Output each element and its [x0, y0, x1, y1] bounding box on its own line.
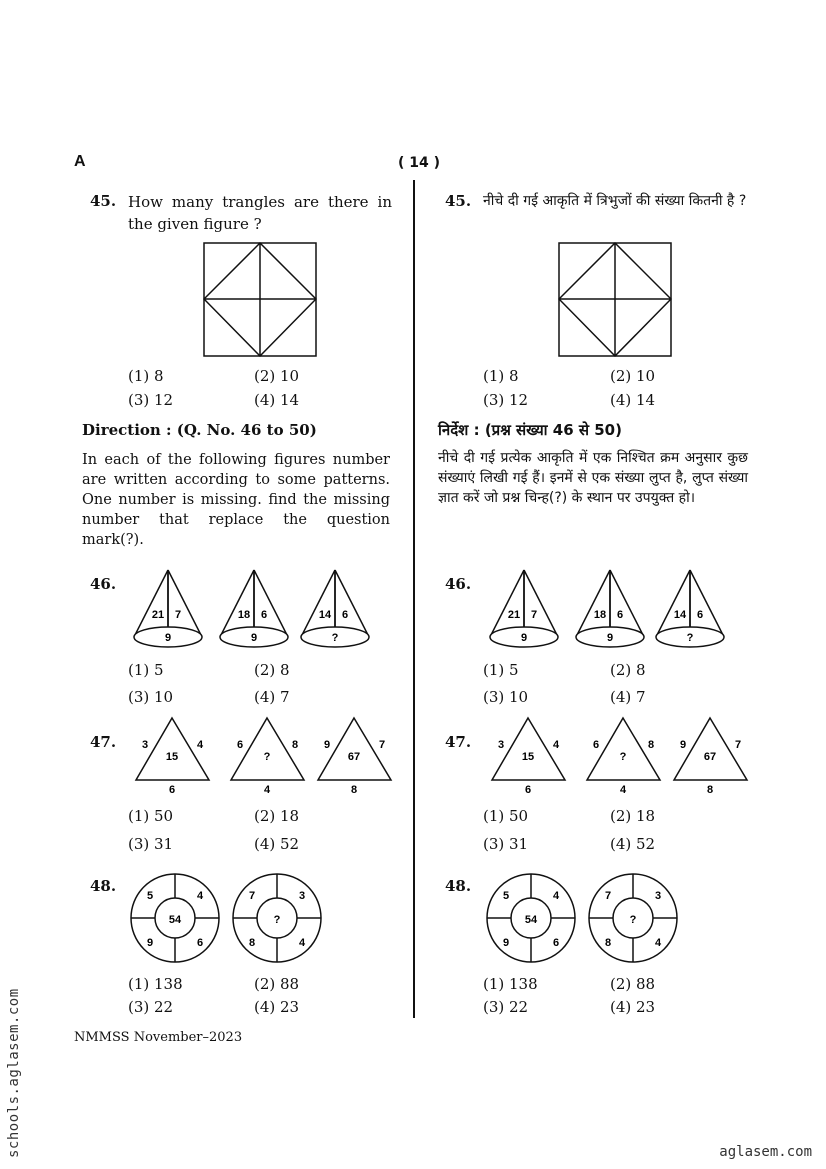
q48-circles-en [130, 873, 326, 965]
bottom-watermark: aglasem.com [719, 1144, 812, 1160]
triangle-2-center-number-hi: ? [619, 751, 627, 763]
q45-option-1-en: (1) 8 [128, 367, 164, 385]
q47-option-4-en: (4) 52 [254, 835, 300, 853]
q46-option-1-en: (1) 5 [128, 661, 164, 679]
triangle-1-bottom-number: 6 [168, 784, 176, 796]
cone-3-base-number-hi: ? [686, 632, 694, 644]
triangle-2-left-number: 6 [236, 739, 244, 751]
circle-1-bottom-right-number: 6 [196, 937, 204, 949]
triangle-3-bottom-number: 8 [350, 784, 358, 796]
circle-1-top-right-number-hi: 4 [552, 890, 560, 902]
q48-option-3-hi: (3) 22 [483, 998, 529, 1016]
cone-3-left-number: 14 [318, 609, 332, 621]
circle-1-bottom-right-number-hi: 6 [552, 937, 560, 949]
circle-2-bottom-left-number-hi: 8 [604, 937, 612, 949]
cone-1-right-number: 7 [174, 609, 182, 621]
q46-option-2-hi: (2) 8 [610, 661, 646, 679]
triangle-2-left-number-hi: 6 [592, 739, 600, 751]
q47-option-4-hi: (4) 52 [610, 835, 656, 853]
direction-title-en: Direction : (Q. No. 46 to 50) [82, 421, 317, 439]
triangle-3-left-number-hi: 9 [679, 739, 687, 751]
triangle-3-bottom-number-hi: 8 [706, 784, 714, 796]
triangle-1-right-number: 4 [196, 739, 204, 751]
circle-1-bottom-left-number-hi: 9 [502, 937, 510, 949]
q46-option-4-hi: (4) 7 [610, 688, 646, 706]
q45-question-en: How many trangles are there in the given figure ? [128, 193, 392, 233]
q45-option-3-en: (3) 12 [128, 391, 174, 409]
q48-option-1-hi: (1) 138 [483, 975, 538, 993]
q48-number-en: 48. [90, 877, 117, 895]
circle-2-top-right-number: 3 [298, 890, 306, 902]
direction-title-hi: निर्देश : (प्रश्न संख्या 46 से 50) [438, 421, 622, 439]
cone-3-right-number: 6 [341, 609, 349, 621]
q45-option-4-en: (4) 14 [254, 391, 300, 409]
q46-option-2-en: (2) 8 [254, 661, 290, 679]
circle-1-bottom-left-number: 9 [146, 937, 154, 949]
circle-2-center-number: ? [273, 914, 281, 926]
cone-1-left-number: 21 [151, 609, 165, 621]
q46-option-4-en: (4) 7 [254, 688, 290, 706]
q48-option-1-en: (1) 138 [128, 975, 183, 993]
q45-option-3-hi: (3) 12 [483, 391, 529, 409]
q46-number-hi: 46. [445, 575, 472, 593]
triangle-2-right-number-hi: 8 [647, 739, 655, 751]
q48-option-4-en: (4) 23 [254, 998, 300, 1016]
q45-option-4-hi: (4) 14 [610, 391, 656, 409]
triangle-3-right-number: 7 [378, 739, 386, 751]
q45-number-en: 45. [90, 192, 117, 210]
q47-option-3-hi: (3) 31 [483, 835, 529, 853]
q48-option-2-hi: (2) 88 [610, 975, 656, 993]
q45-question-hi: नीचे दी गई आकृति में त्रिभुजों की संख्या कितनी है ? [483, 193, 747, 209]
cone-2-base-number: 9 [250, 632, 258, 644]
q45-figure-en [203, 242, 317, 357]
circle-2-top-left-number-hi: 7 [604, 890, 612, 902]
cone-3-right-number-hi: 6 [696, 609, 704, 621]
circle-1-center-number-hi: 54 [524, 914, 538, 926]
q47-option-2-en: (2) 18 [254, 807, 300, 825]
triangle-3-center-number: 67 [347, 751, 361, 763]
cone-3-base-number: ? [331, 632, 339, 644]
side-watermark: schools.aglasem.com [6, 988, 22, 1158]
q45-figure-hi [558, 242, 672, 357]
q47-number-en: 47. [90, 733, 117, 751]
circle-2-top-left-number: 7 [248, 890, 256, 902]
triangle-1-center-number: 15 [165, 751, 179, 763]
q46-cones-en [130, 565, 395, 655]
q46-cones-hi [486, 565, 751, 655]
q48-number-hi: 48. [445, 877, 472, 895]
exam-footer: NMMSS November–2023 [74, 1030, 243, 1045]
q47-triangles-en [134, 714, 396, 796]
circle-2-bottom-left-number: 8 [248, 937, 256, 949]
circle-1-top-left-number-hi: 5 [502, 890, 510, 902]
triangle-2-center-number: ? [263, 751, 271, 763]
column-divider [413, 180, 415, 1018]
q45-option-2-en: (2) 10 [254, 367, 300, 385]
triangle-1-bottom-number-hi: 6 [524, 784, 532, 796]
q47-option-3-en: (3) 31 [128, 835, 174, 853]
q46-option-3-en: (3) 10 [128, 688, 174, 706]
direction-text-en: In each of the following figures number are written according to some patterns. One number is missing. find the missing number that replace the question mark(?). [82, 452, 390, 548]
cone-1-left-number-hi: 21 [507, 609, 521, 621]
triangle-2-right-number: 8 [291, 739, 299, 751]
direction-text-hi: नीचे दी गई प्रत्येक आकृति में एक निश्चित क्रम अनुसार कुछ संख्याएं लिखी गई हैं। इनमें से एक संख्या लुप्त है, लुप्त संख्या ज्ञात करें जो प्रश्न चिन्ह(?) के स्थान पर उपयुक्त हो। [438, 450, 748, 506]
triangle-3-right-number-hi: 7 [734, 739, 742, 751]
q48-option-2-en: (2) 88 [254, 975, 300, 993]
q46-number-en: 46. [90, 575, 117, 593]
triangle-1-left-number: 3 [141, 739, 149, 751]
q48-circles-hi [486, 873, 682, 965]
q46-option-1-hi: (1) 5 [483, 661, 519, 679]
circle-1-center-number: 54 [168, 914, 182, 926]
page-number: ( 14 ) [398, 155, 441, 171]
q45-option-2-hi: (2) 10 [610, 367, 656, 385]
cone-3-left-number-hi: 14 [673, 609, 687, 621]
cone-2-right-number: 6 [260, 609, 268, 621]
q47-option-1-hi: (1) 50 [483, 807, 529, 825]
cone-2-right-number-hi: 6 [616, 609, 624, 621]
circle-2-bottom-right-number-hi: 4 [654, 937, 662, 949]
q46-option-3-hi: (3) 10 [483, 688, 529, 706]
cone-2-left-number-hi: 18 [593, 609, 607, 621]
circle-1-top-left-number: 5 [146, 890, 154, 902]
q47-option-2-hi: (2) 18 [610, 807, 656, 825]
triangle-2-bottom-number-hi: 4 [619, 784, 627, 796]
q45-option-1-hi: (1) 8 [483, 367, 519, 385]
cone-1-base-number: 9 [164, 632, 172, 644]
triangle-1-left-number-hi: 3 [497, 739, 505, 751]
triangle-1-right-number-hi: 4 [552, 739, 560, 751]
circle-2-bottom-right-number: 4 [298, 937, 306, 949]
circle-2-center-number-hi: ? [629, 914, 637, 926]
q47-triangles-hi [490, 714, 752, 796]
cone-1-right-number-hi: 7 [530, 609, 538, 621]
q48-option-3-en: (3) 22 [128, 998, 174, 1016]
triangle-3-left-number: 9 [323, 739, 331, 751]
triangle-1-center-number-hi: 15 [521, 751, 535, 763]
cone-2-left-number: 18 [237, 609, 251, 621]
triangle-3-center-number-hi: 67 [703, 751, 717, 763]
circle-1-top-right-number: 4 [196, 890, 204, 902]
set-code: A [74, 153, 86, 170]
cone-1-base-number-hi: 9 [520, 632, 528, 644]
q47-number-hi: 47. [445, 733, 472, 751]
triangle-2-bottom-number: 4 [263, 784, 271, 796]
q45-number-hi: 45. [445, 192, 472, 210]
q47-option-1-en: (1) 50 [128, 807, 174, 825]
cone-2-base-number-hi: 9 [606, 632, 614, 644]
circle-2-top-right-number-hi: 3 [654, 890, 662, 902]
q48-option-4-hi: (4) 23 [610, 998, 656, 1016]
